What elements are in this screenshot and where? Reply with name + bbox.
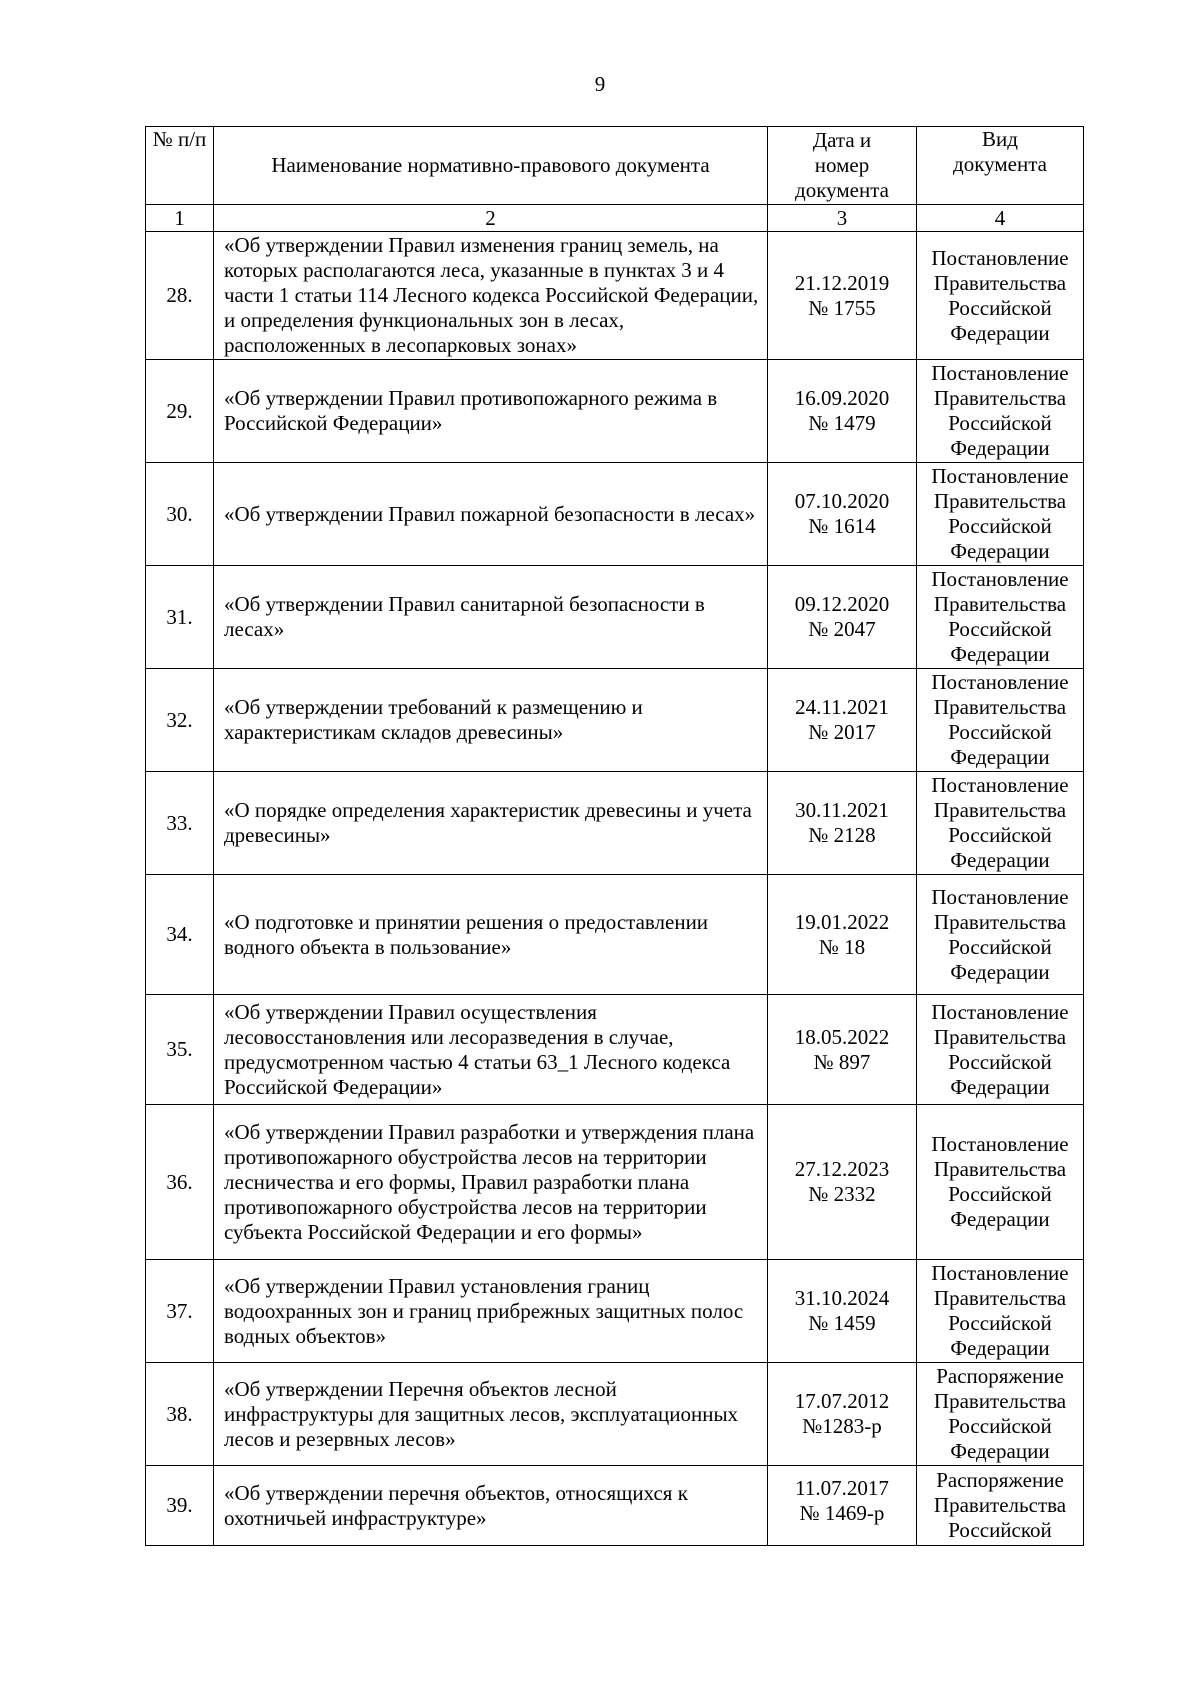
header-date-line: документа	[795, 178, 889, 202]
document-type-cell	[917, 669, 1084, 772]
table-row	[146, 463, 1084, 566]
document-type-line: Постановление	[931, 464, 1069, 488]
document-type-line: Постановление	[931, 567, 1069, 591]
document-date: 31.10.2024	[794, 1286, 890, 1310]
document-date: 17.07.2012	[794, 1389, 890, 1413]
document-type-line: Правительства	[933, 695, 1067, 719]
document-type-cell	[917, 1105, 1084, 1260]
document-number: № 1755	[808, 295, 876, 320]
document-type-line: Российской	[948, 617, 1052, 641]
table-row	[146, 566, 1084, 669]
document-type-line: Федерации	[950, 1074, 1050, 1099]
document-name: «Об утверждении перечня объектов, относящихся к охотничьей инфраструктуре»	[214, 1466, 768, 1546]
table-header	[146, 127, 1084, 232]
document-type-line: Российской	[948, 934, 1052, 959]
document-number: № 2332	[808, 1182, 876, 1206]
document-type-cell	[917, 772, 1084, 875]
document-date: 16.09.2020	[794, 386, 890, 410]
document-date: 07.10.2020	[794, 489, 890, 513]
row-number: 28.	[146, 232, 214, 360]
header-date-line: номер	[814, 153, 870, 177]
document-date: 30.11.2021	[795, 798, 889, 822]
document-type-line: Правительства	[933, 1389, 1067, 1413]
document-date: 11.07.2017	[795, 1476, 889, 1500]
document-name: «Об утверждении Перечня объектов лесной инфраструктуры для защитных лесов, эксплуатационных лесов и резервных лесов»	[214, 1363, 768, 1466]
document-number: № 1614	[808, 514, 876, 538]
document-type-line: Федерации	[950, 959, 1050, 984]
document-type-line: Федерации	[950, 1207, 1050, 1231]
document-date-cell	[768, 1363, 917, 1466]
document-name: «Об утверждении Правил осуществления лесовосстановления или лесоразведения в случае, предусмотренном частью 4 статьи 63_1 Лесного кодекса Российской Федерации»	[214, 995, 768, 1105]
document-type-line: Правительства	[933, 270, 1067, 295]
document-number: №1283-р	[802, 1414, 882, 1438]
document-type-line: Российской	[948, 720, 1052, 744]
document-type-line: Федерации	[950, 1336, 1050, 1360]
document-type-line: Правительства	[933, 386, 1067, 410]
document-type-line: Правительства	[933, 1157, 1067, 1181]
document-type-line: Постановление	[931, 1261, 1069, 1285]
row-number: 35.	[146, 995, 214, 1105]
document-type-line: Российской	[948, 823, 1052, 847]
document-name: «Об утверждении Правил изменения границ земель, на которых располагаются леса, указанные в пунктах 3 и 4 части 1 статьи 114 Лесного кодекса Российской Федерации, и определения функциональных зон в лесах, расположенных в лесопарковых зонах»	[214, 232, 768, 360]
document-type-line: Российской	[948, 295, 1052, 320]
document-type-line: Правительства	[933, 1286, 1067, 1310]
row-number: 30.	[146, 463, 214, 566]
document-date-cell	[768, 232, 917, 360]
document-type-cell	[917, 875, 1084, 995]
document-name: «О подготовке и принятии решения о предоставлении водного объекта в пользование»	[214, 875, 768, 995]
header-number: № п/п	[146, 127, 214, 205]
document-number: № 2017	[808, 720, 876, 744]
document-number: № 1459	[808, 1311, 876, 1335]
document-type-line: Правительства	[933, 1024, 1067, 1049]
document-date-cell	[768, 772, 917, 875]
row-number: 36.	[146, 1105, 214, 1260]
document-name: «Об утверждении Правил противопожарного режима в Российской Федерации»	[214, 360, 768, 463]
document-date: 24.11.2021	[795, 695, 889, 719]
document-type-line: Постановление	[931, 1132, 1069, 1156]
document-name: «Об утверждении Правил разработки и утверждения плана противопожарного обустройства лесов на территории лесничества и его формы, Правил разработки плана противопожарного обустройства лесов на территории субъекта Российской Федерации и его формы»	[214, 1105, 768, 1260]
document-type-cell	[917, 1363, 1084, 1466]
document-type-cell	[917, 360, 1084, 463]
document-date: 19.01.2022	[794, 909, 890, 934]
document-type-line: Постановление	[931, 245, 1069, 270]
header-date-line: Дата и	[812, 128, 872, 152]
document-date-cell	[768, 1466, 917, 1546]
table-row	[146, 669, 1084, 772]
document-name: «Об утверждении требований к размещению и характеристикам складов древесины»	[214, 669, 768, 772]
header-type	[917, 127, 1084, 205]
table-row	[146, 1363, 1084, 1466]
column-numbers-row	[146, 205, 1084, 232]
document-type-line: Федерации	[950, 745, 1050, 769]
document-date-cell	[768, 1260, 917, 1363]
table-row	[146, 1260, 1084, 1363]
document-number: № 18	[818, 934, 866, 959]
document-type-line: Российской	[948, 1049, 1052, 1074]
document-number: № 2047	[808, 617, 876, 641]
document-type-cell	[917, 566, 1084, 669]
header-type-line: документа	[953, 152, 1047, 176]
table-row	[146, 1105, 1084, 1260]
document-type-line: Правительства	[933, 798, 1067, 822]
document-date-cell	[768, 875, 917, 995]
document-date: 21.12.2019	[794, 270, 890, 295]
document-type-line: Российской	[948, 1518, 1052, 1542]
document-number: № 1479	[808, 411, 876, 435]
document-type-line: Федерации	[950, 539, 1050, 563]
document-type-cell	[917, 995, 1084, 1105]
document-type-cell	[917, 232, 1084, 360]
header-date	[768, 127, 917, 205]
document-type-line: Постановление	[931, 884, 1069, 909]
row-number: 39.	[146, 1466, 214, 1546]
document-type-line: Российской	[948, 1311, 1052, 1335]
document-type-line: Постановление	[931, 999, 1069, 1024]
documents-table	[145, 126, 1084, 1546]
row-number: 32.	[146, 669, 214, 772]
table-row	[146, 772, 1084, 875]
row-number: 37.	[146, 1260, 214, 1363]
document-type-line: Федерации	[950, 320, 1050, 345]
document-type-line: Российской	[948, 1414, 1052, 1438]
document-date-cell	[768, 566, 917, 669]
row-number: 29.	[146, 360, 214, 463]
header-name: Наименование нормативно-правового документа	[214, 127, 768, 205]
document-name: «Об утверждении Правил установления границ водоохранных зон и границ прибрежных защитных полос водных объектов»	[214, 1260, 768, 1363]
document-type-cell	[917, 1260, 1084, 1363]
document-date: 27.12.2023	[794, 1157, 890, 1181]
document-type-line: Российской	[948, 514, 1052, 538]
document-type-cell	[917, 1466, 1084, 1546]
document-type-line: Правительства	[933, 909, 1067, 934]
document-date-cell	[768, 1105, 917, 1260]
document-date-cell	[768, 463, 917, 566]
document-number: № 2128	[808, 823, 876, 847]
table-row	[146, 360, 1084, 463]
document-number: № 1469-р	[799, 1501, 885, 1525]
document-number: № 897	[813, 1049, 871, 1074]
document-type-line: Российской	[948, 1182, 1052, 1206]
column-number: 2	[214, 205, 768, 232]
document-date-cell	[768, 669, 917, 772]
table-row	[146, 875, 1084, 995]
document-type-line: Правительства	[933, 1493, 1067, 1517]
document-type-line: Постановление	[931, 773, 1069, 797]
document-type-line: Федерации	[950, 1439, 1050, 1463]
table-row	[146, 995, 1084, 1105]
document-name: «Об утверждении Правил пожарной безопасности в лесах»	[214, 463, 768, 566]
document-type-line: Российской	[948, 411, 1052, 435]
document-type-line: Федерации	[950, 848, 1050, 872]
document-type-line: Постановление	[931, 670, 1069, 694]
table-row	[146, 232, 1084, 360]
document-date-cell	[768, 995, 917, 1105]
column-number: 4	[917, 205, 1084, 232]
document-name: «О порядке определения характеристик древесины и учета древесины»	[214, 772, 768, 875]
document-name: «Об утверждении Правил санитарной безопасности в лесах»	[214, 566, 768, 669]
table-row	[146, 1466, 1084, 1546]
document-type-line: Распоряжение	[936, 1468, 1064, 1492]
document-type-line: Распоряжение	[936, 1364, 1064, 1388]
document-type-line: Федерации	[950, 436, 1050, 460]
column-number: 3	[768, 205, 917, 232]
document-date: 09.12.2020	[794, 592, 890, 616]
document-type-line: Правительства	[933, 489, 1067, 513]
document-date: 18.05.2022	[794, 1024, 890, 1049]
document-type-line: Федерации	[950, 642, 1050, 666]
row-number: 38.	[146, 1363, 214, 1466]
page-number: 9	[594, 72, 606, 96]
row-number: 33.	[146, 772, 214, 875]
header-type-line: Вид	[982, 127, 1018, 151]
row-number: 31.	[146, 566, 214, 669]
document-type-cell	[917, 463, 1084, 566]
document-type-line: Постановление	[931, 361, 1069, 385]
row-number: 34.	[146, 875, 214, 995]
column-number: 1	[146, 205, 214, 232]
document-type-line: Правительства	[933, 592, 1067, 616]
document-date-cell	[768, 360, 917, 463]
